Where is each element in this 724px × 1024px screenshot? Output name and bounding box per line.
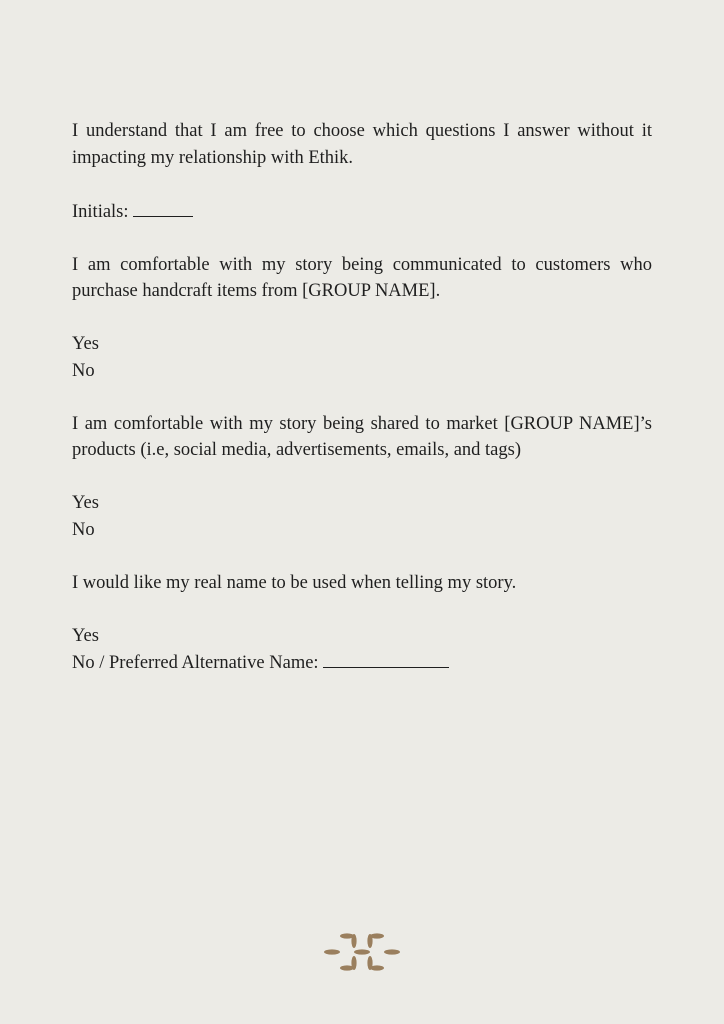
name-no-label: No / Preferred Alternative Name: bbox=[72, 653, 324, 673]
marketing-no-option[interactable]: No bbox=[72, 519, 95, 540]
customers-no-option[interactable]: No bbox=[72, 360, 95, 381]
statement-real-name: I would like my real name to be used when telling my story. bbox=[72, 572, 517, 593]
statement-free-to-choose: I understand that I am free to choose which questions I answer without it impacting my relationship with Ethik. bbox=[72, 121, 652, 168]
initials-label: Initials: bbox=[72, 201, 134, 222]
marketing-options bbox=[72, 490, 652, 543]
woven-pattern-icon bbox=[322, 928, 402, 976]
name-no-option[interactable] bbox=[72, 649, 652, 677]
alternative-name-blank[interactable] bbox=[323, 649, 449, 668]
consent-form bbox=[72, 118, 652, 703]
statement-story-marketing: I am comfortable with my story being shared to market [GROUP NAME]’s products (i.e, social media, advertisements, emails, and tags) bbox=[72, 413, 652, 460]
customers-options bbox=[72, 331, 652, 384]
name-options bbox=[72, 623, 652, 677]
customers-yes-option[interactable]: Yes bbox=[72, 334, 99, 354]
name-yes-option[interactable]: Yes bbox=[72, 625, 99, 646]
initials-row bbox=[72, 198, 652, 226]
marketing-yes-option[interactable]: Yes bbox=[72, 493, 99, 513]
statement-story-customers: I am comfortable with my story being communicated to customers who purchase handcraft items from [GROUP NAME]. bbox=[72, 254, 652, 301]
initials-blank[interactable] bbox=[133, 198, 193, 217]
